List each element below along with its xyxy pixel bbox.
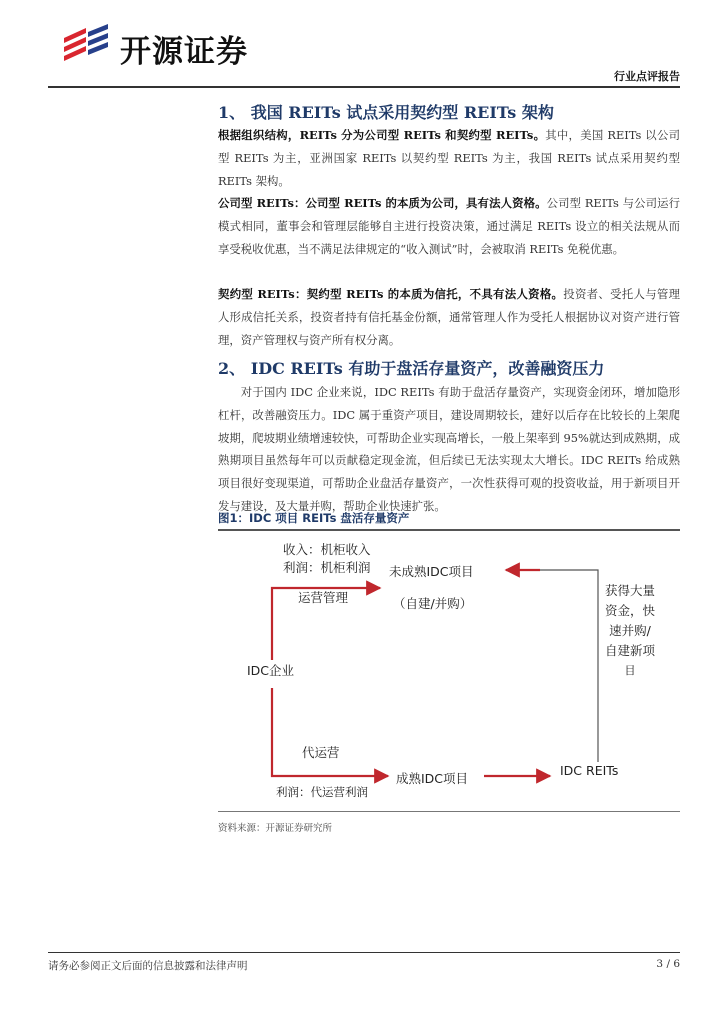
node-idc-reits: IDC REITs	[560, 763, 619, 778]
connector-reits-to-immature	[508, 570, 598, 762]
node-mature-idc-project: 成熟IDC项目	[396, 771, 469, 786]
label-ops-management: 运营管理	[298, 590, 349, 605]
label-acquire-line1: 获得大量	[604, 583, 655, 598]
label-self-build-acquire: （自建/并购）	[393, 596, 473, 611]
section1-title: 1、 我国 REITs 试点采用契约型 REITs 架构	[218, 103, 554, 122]
section2-title: 2、 IDC REITs 有助于盘活存量资产，改善融资压力	[218, 359, 605, 378]
label-proxy-ops: 代运营	[302, 745, 340, 760]
section1-p2-lead: 公司型 REITs：公司型 REITs 的本质为公司，具有法人资格。	[218, 196, 547, 210]
node-immature-idc-project: 未成熟IDC项目	[389, 564, 474, 579]
label-acquire-line3: 速并购/	[609, 623, 651, 638]
label-profit: 利润：机柜利润	[283, 560, 371, 575]
footer-disclaimer: 请务必参阅正文后面的信息披露和法律声明	[48, 960, 248, 972]
node-idc-company: IDC企业	[247, 663, 295, 678]
section1-p3-body: 投资者、受托人与管理人形成信托关系，投资者持有信托基金份额，通常管理人作为受托人根据协议对资产进行管理，资产管理权与资产所有权分离。	[218, 287, 680, 347]
figure-bottom-rule	[218, 811, 680, 812]
figure-source: 资料来源：开源证券研究所	[218, 823, 333, 834]
arrow-company-to-mature	[272, 688, 388, 776]
label-proxy-profit: 利润：代运营利润	[276, 785, 368, 799]
label-acquire-line5: 目	[624, 664, 636, 677]
section2-paragraph1: 对于国内 IDC 企业来说，IDC REITs 有助于盘活存量资产，实现资金闭环，增加隐形杠杆，改善融资压力。IDC 属于重资产项目，建设周期较长，建好以后存在比较长的上架爬坡期，爬坡期业绩增速较快，可帮助企业实现高增长，一般上架率到 95%就达到成熟期，成熟期项目虽然每年可以贡献稳定现金流，但后续已无法实现太大增长。IDC REITs 给成熟项目很好变现渠道，可帮助企业盘活存量资产，一次性获得可观的投资收益，用于新项目开发与建设，及大量并购，帮助企业快速扩张。	[218, 385, 680, 513]
section1-p2-body: 公司型 REITs 与公司运行模式相同，董事会和管理层能够自主进行投资决策，通过满足 REITs 设立的相关法规从而享受税收优惠，当不满足法律规定的“收入测试”时，会被取消 REITs 免税优惠。	[218, 196, 680, 256]
footer-divider	[48, 952, 680, 953]
label-acquire-line4: 自建新项	[604, 643, 655, 658]
section1-p1-body: 其中，美国 REITs 以公司型 REITs 为主，亚洲国家 REITs 以契约型 REITs 为主，我国 REITs 试点采用契约型 REITs 架构。	[218, 128, 680, 188]
section1-p3-lead: 契约型 REITs：契约型 REITs 的本质为信托，不具有法人资格。	[218, 287, 564, 301]
page-number: 3 / 6	[656, 958, 680, 970]
figure-title: 图1：IDC 项目 REITs 盘活存量资产	[218, 511, 410, 525]
section1-p1-lead: 根据组织结构，REITs 分为公司型 REITs 和契约型 REITs。	[218, 128, 546, 142]
label-acquire-line2: 资金，快	[604, 603, 655, 618]
logo-text: 开源证券	[120, 34, 248, 70]
label-acquire-funds	[598, 581, 662, 681]
document-type: 行业点评报告	[614, 70, 680, 83]
label-income: 收入：机柜收入	[283, 542, 371, 557]
